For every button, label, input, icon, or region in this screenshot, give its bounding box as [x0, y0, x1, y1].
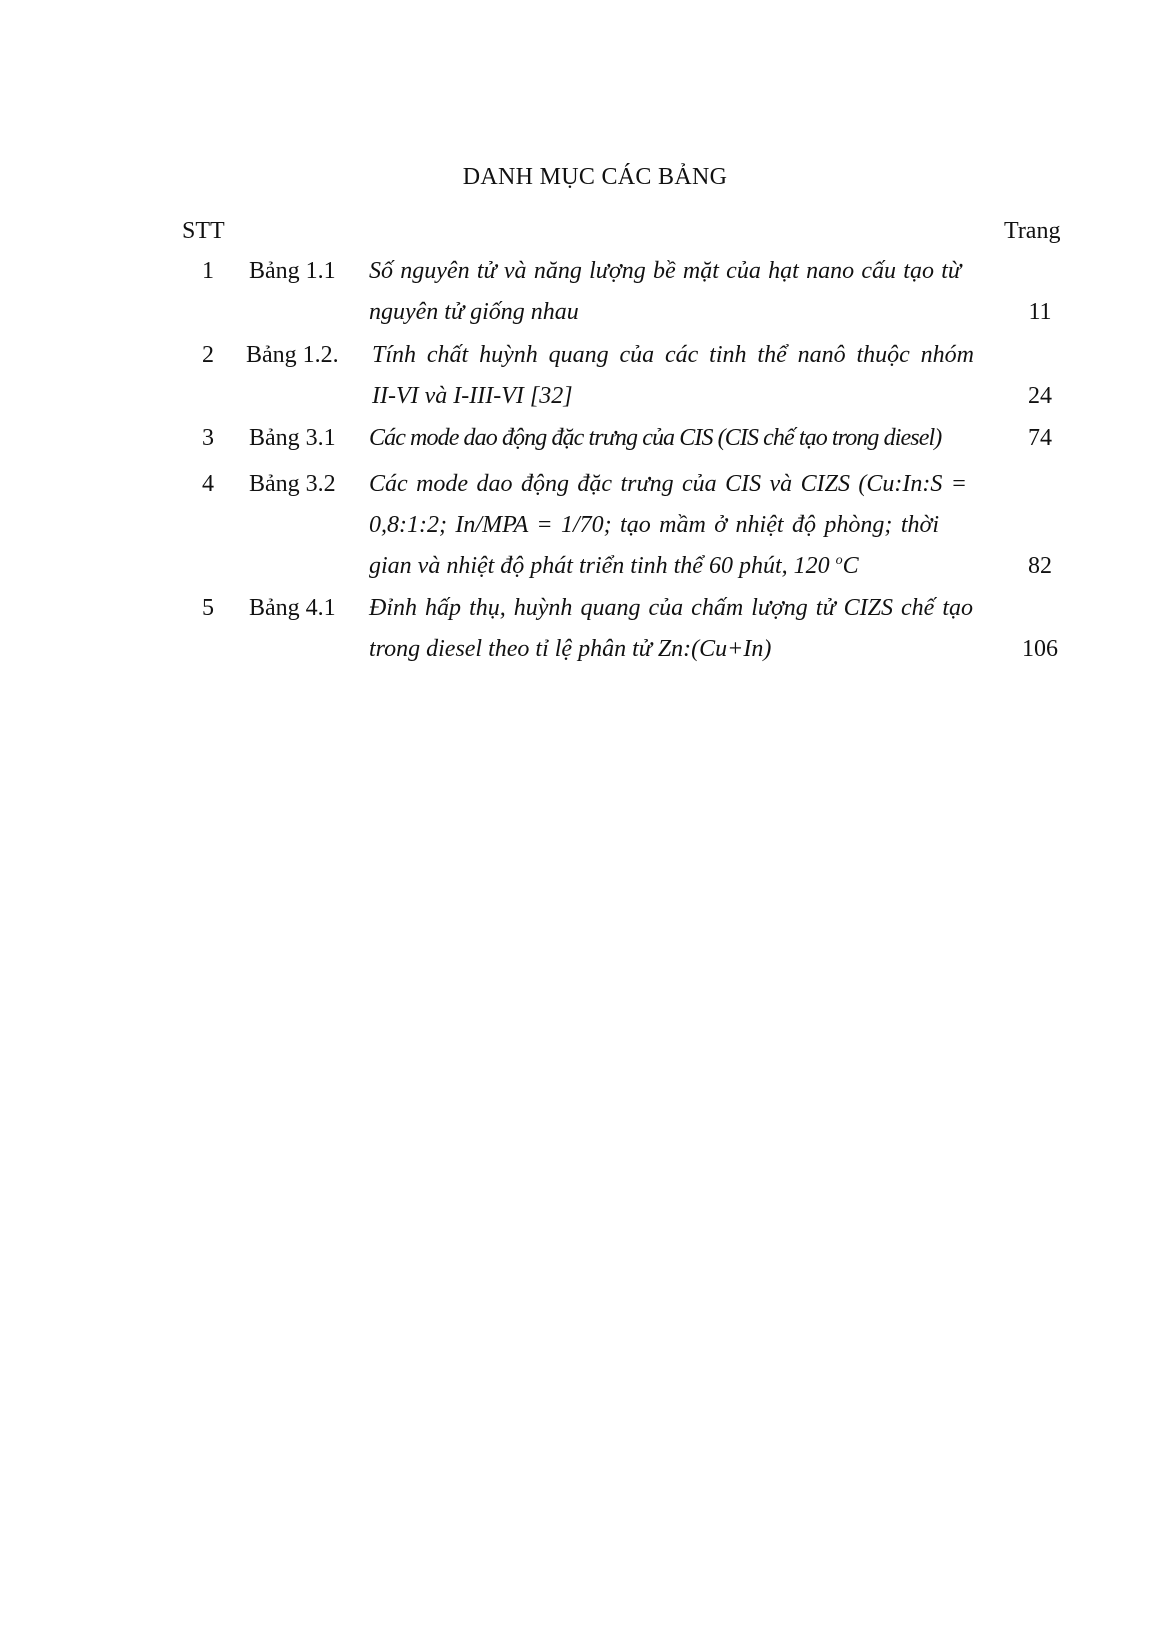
- column-header-page: Trang: [1004, 218, 1061, 244]
- table-caption-line: Các mode dao động đặc trưng của CIS (CIS chế tạo trong diesel): [369, 425, 942, 451]
- table-label: Bảng 1.2.: [246, 342, 339, 368]
- column-header-stt: STT: [182, 218, 225, 244]
- row-number: 3: [202, 425, 214, 451]
- table-label: Bảng 1.1: [249, 258, 336, 284]
- table-caption-line: Đỉnh hấp thụ, huỳnh quang của chấm lượng tử CIZS chế tạo: [369, 595, 973, 621]
- page-title: DANH MỤC CÁC BẢNG: [462, 164, 728, 190]
- table-caption-line: Số nguyên tử và năng lượng bề mặt của hạt nano cấu tạo từ: [369, 258, 961, 284]
- table-caption-line: gian và nhiệt độ phát triển tinh thể 60 phút, 120 $^o$C: [369, 553, 859, 579]
- row-number: 2: [202, 342, 214, 368]
- table-label: Bảng 3.2: [249, 471, 336, 497]
- degree-superscript: o: [835, 553, 843, 568]
- table-caption-line: 0,8:1:2; In/MPA = 1/70; tạo mầm ở nhiệt độ phòng; thời: [369, 512, 939, 538]
- page-number: 74: [1028, 425, 1052, 451]
- page-number: 106: [1022, 636, 1058, 662]
- row-number: 5: [202, 595, 214, 621]
- row-number: 1: [202, 258, 214, 284]
- table-caption-line: nguyên tử giống nhau: [369, 299, 579, 325]
- table-caption-line: trong diesel theo tỉ lệ phân tử Zn:(Cu+In): [369, 636, 772, 662]
- table-caption-line: II-VI và I-III-VI [32]: [372, 383, 573, 409]
- page-number: 11: [1028, 299, 1052, 325]
- table-label: Bảng 3.1: [249, 425, 336, 451]
- page-number: 82: [1028, 553, 1052, 579]
- table-label: Bảng 4.1: [249, 595, 336, 621]
- row-number: 4: [202, 471, 214, 497]
- table-caption-line: Các mode dao động đặc trưng của CIS và CIZS (Cu:In:S =: [369, 471, 967, 497]
- page-number: 24: [1028, 383, 1052, 409]
- table-caption-line: Tính chất huỳnh quang của các tinh thể nanô thuộc nhóm: [372, 342, 974, 368]
